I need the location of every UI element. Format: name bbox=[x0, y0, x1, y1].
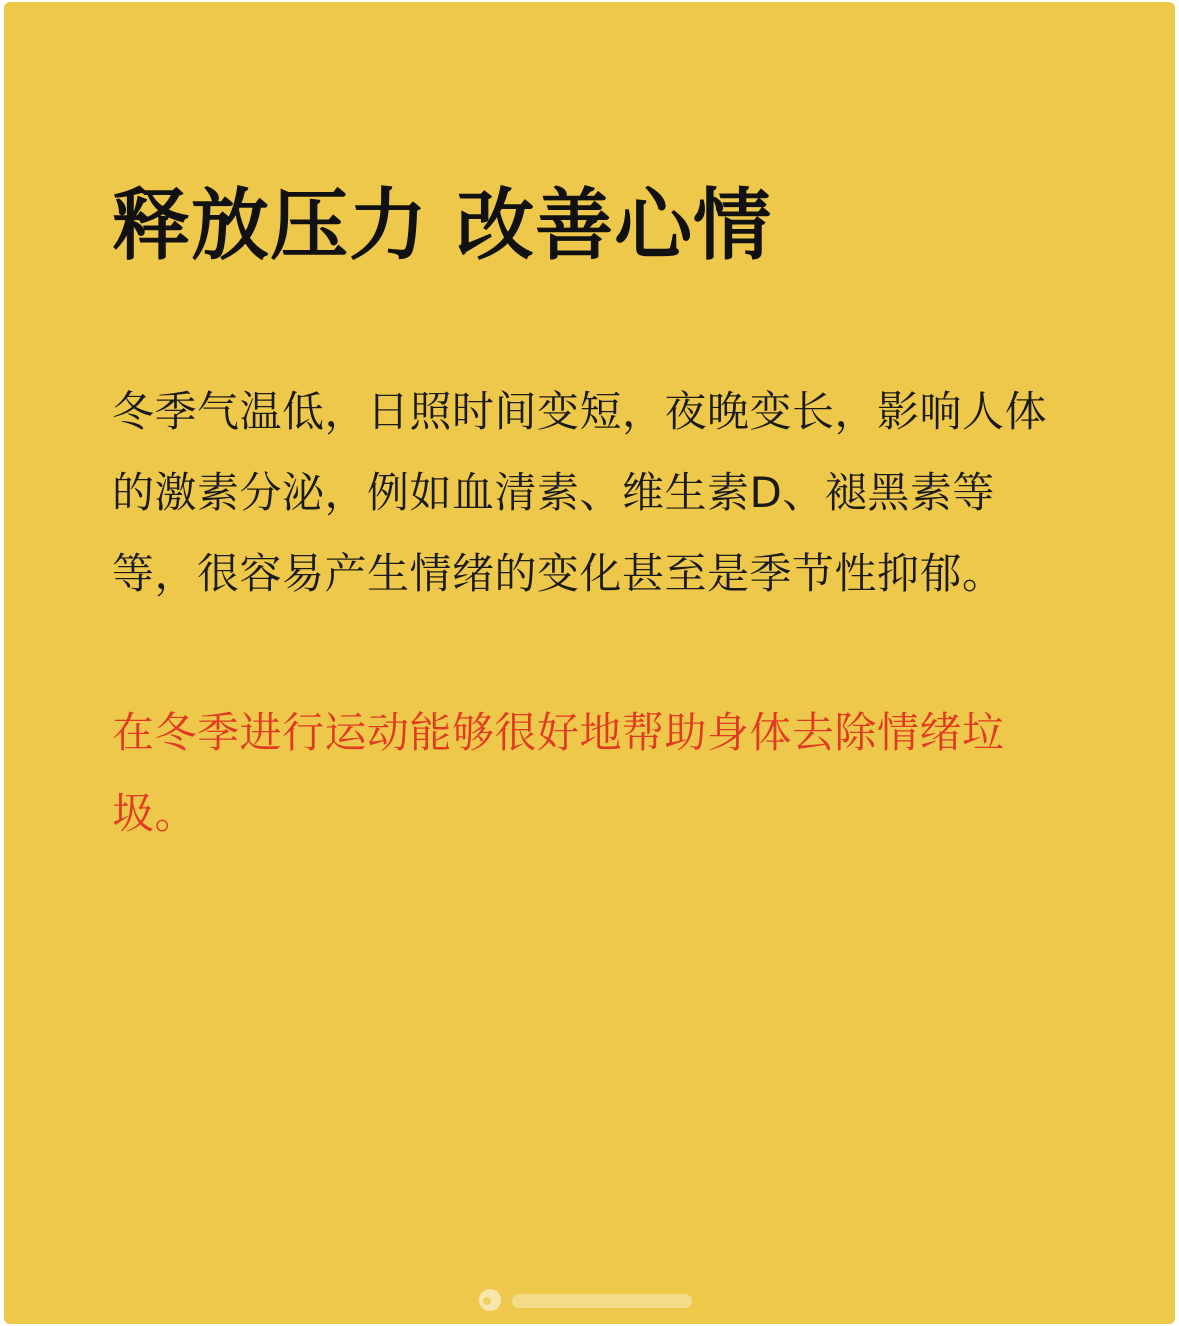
card-title: 释放压力 改善心情 bbox=[112, 181, 773, 271]
content-card bbox=[4, 2, 1175, 1324]
highlight-paragraph: 在冬季进行运动能够很好地帮助身体去除情绪垃圾。 bbox=[112, 708, 1005, 838]
body-paragraph: 冬季气温低，日照时间变短，夜晚变长，影响人体的激素分泌，例如血清素、维生素D、褪黑素等等，很容易产生情绪的变化甚至是季节性抑郁。 bbox=[112, 387, 1048, 598]
watermark bbox=[472, 1278, 712, 1318]
weibo-watermark-icon bbox=[472, 1278, 712, 1318]
